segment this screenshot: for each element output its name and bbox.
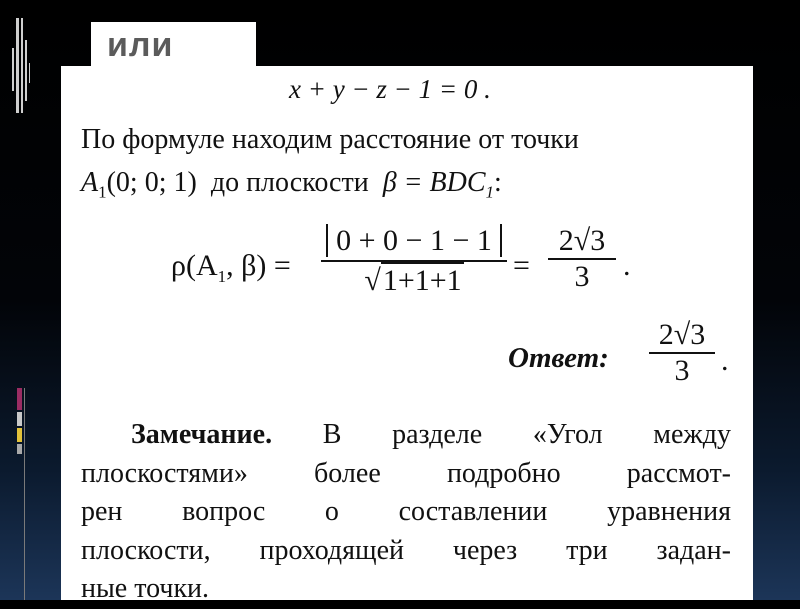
distance-fraction — [319, 224, 509, 298]
sqrt-radicand: 1+1+1 — [382, 264, 462, 297]
paragraph-line-2 — [81, 167, 502, 203]
heading-tab — [91, 22, 256, 78]
sqrt-symbol: √ — [364, 264, 381, 297]
fraction-numerator: 0 + 0 − 1 − 1 — [326, 224, 502, 257]
remark-paragraph — [81, 416, 731, 609]
result-denominator: 3 — [574, 260, 590, 293]
answer-numerator: 2√3 — [658, 318, 706, 351]
rho-subscript: 1 — [217, 267, 227, 286]
remark-line-3: рен вопрос о составлении уравнения — [81, 496, 731, 527]
remark-title: Замечание. — [131, 419, 273, 450]
remark-line-2: плоскостями» более подробно рассмот- — [81, 457, 731, 489]
slide-content-card — [61, 66, 753, 604]
answer-denominator: 3 — [674, 354, 690, 387]
slide-heading: или — [107, 26, 174, 64]
equals-sign: = — [513, 249, 530, 282]
fraction-denominator — [364, 264, 463, 298]
plane-equation: x + y − z − 1 = 0 . — [289, 74, 491, 104]
answer-fraction — [649, 318, 715, 388]
point-subscript: 1 — [98, 182, 107, 202]
plane-name: β = BDC — [382, 167, 486, 198]
rho-suffix: , β) = — [226, 249, 291, 282]
answer-end-dot: . — [721, 344, 729, 377]
remark-line-1 — [81, 416, 731, 455]
to-plane-text: до плоскости — [210, 167, 369, 198]
decorative-stripes-bottom — [17, 388, 29, 600]
remark-line-5: ные точки. — [81, 573, 210, 604]
result-fraction — [548, 224, 616, 294]
point-name: A — [81, 167, 99, 198]
distance-formula-lhs — [171, 249, 291, 287]
decorative-stripes-top — [4, 18, 34, 113]
result-numerator: 2√3 — [558, 224, 606, 257]
remark-line-1-text: В разделе «Угол между — [322, 419, 731, 450]
paragraph-line-1: По формуле находим расстояние от точки — [81, 124, 579, 155]
answer-label: Ответ: — [508, 342, 609, 374]
rho-prefix: ρ(A — [171, 249, 218, 282]
remark-line-4: плоскости, проходящей через три задан- — [81, 534, 731, 566]
plane-subscript: 1 — [485, 182, 495, 202]
colon: : — [494, 167, 502, 198]
formula-end-dot: . — [623, 249, 631, 282]
point-coordinates: (0; 0; 1) — [106, 167, 197, 198]
